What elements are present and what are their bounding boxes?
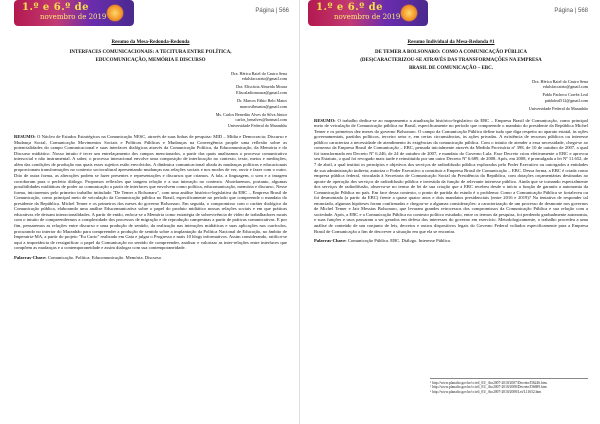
author-line: Universidade Federal do Maranhão bbox=[528, 106, 588, 112]
title-line: DE TEMER A BOLSONARO: COMO A COMUNICAÇÃO PÚBLICA bbox=[374, 49, 527, 55]
abstract-text: O trabalho dedica-se ao mapeamento a atualização histórico-legislativo da EBC – Empresa Brasil de Comunicação, como principal meio de veiculação de Comunicação pública no Brasil, especificamente no período que compreende o mandato do presidente da República Michel Temer e os primeiros dez meses do governo Bolsonaro. O campo da Comunicação Pública define tudo que diga respeito ao aparato estatal, às ações governamentais, partidos políticos, terceiro setor e, em certas circunstâncias, às ações privadas. A existência de recursos públicos ou interesse público caracteriza a necessidade de atendimento às exigências da comunicação pública. Com o intuito de atender a essa necessidade, chega-se ao consenso da Empresa Brasil de Comunicação – EBC, pensada inicialmente através da Medida Provisória nº 398, de 10 de outubro de 2007, a qual foi transformada em Decreto Nº 6.246, de 24 de outubro de 2007, e mandato do Governo Lula. Esse Decreto criou efetivamente a EBC e aprovou seu Estatuto, o qual foi revogado mais tarde e reinstituído por um outro Decreto Nº 6.689, de 2008. Após, em 2008, é promulgada a lei Nº 11.652, de 7 de abril, a qual institui os princípios e objetivos dos serviços de radiodifusão pública explorados pelo Poder Executivo ou outorgados a entidades de sua administração indireta; autoriza o Poder Executivo a constituir a Empresa Brasil de Comunicação – EBC. Dessa forma, a EBC é criada como empresa pública federal, vinculada à Secretaria de Comunicação Social da Presidência da República, com dotações orçamentárias destinadas ao aporte de operação dos serviços de radiodifusão pública e investida da função de relevante interesse público. Ainda que se tornando especialmente dos serviços de radiodifusão, observa-se no termo de lei de sua criação que a EBC recebeu desde o início a função de garantir a autonomia da Comunicação Pública no país. Em face dessa contexto, o ponto de partida do estudo é o problema: Como a Comunicação Pública se fortaleceu ou foi desmontada (a partir da EBC) frente a quase quatro anos e dois mandatos presidenciais (entre 2016 e 2019)? Na tentativa de responder tal enunciado, algumas hipóteses foram confirmadas e chegou-se a algumas considerações: a caracterização de um processo de desmonte nos governos de Michel Temer e Jair Messias Bolsonaro, que levaram grandes retrocessos dos compromissos da Comunicação Pública e sua relação com a sociedade. Após, a EBC e a Comunicação Pública no contexto político estudado, entre os termos da pesquisa, foi perdendo gradualmente autonomia, e suas funções e usos passaram a ser gerados em defesa dos interesses do governo em exercício. Metodologicamente, o trabalho procedeu a uma análise de conteúdo de um conjunto de leis, decretos e outros dispositivos legais do Governo Federal voltados especificamente para a Empresa Brasil de Comunicação a fim de descrever a situação em que ela se encontra. bbox=[314, 117, 588, 234]
paper-title bbox=[14, 49, 287, 65]
title-line: EDUCOMUNICAÇÃO, MEMÓRIA E DISCURSO bbox=[95, 57, 206, 63]
footnote-link[interactable]: ² http://www.planalto.gov.br/ccivil_03/_Ato2007-2010/2008/Decreto/D6689.htm bbox=[430, 385, 547, 390]
author-line: edulsfaccatrio@gmail.com bbox=[542, 83, 588, 89]
keywords-text: Comunicação Pública. EBC. Diálogo. Interesse Público. bbox=[347, 238, 452, 244]
keywords bbox=[314, 238, 588, 244]
footnote-link[interactable]: ³ http://www.planalto.gov.br/ccivil_03/_Ato2007-2010/2008/Lei/L11652.htm bbox=[430, 389, 542, 394]
author-line: Universidade Federal do Maranhão bbox=[227, 122, 287, 128]
paper-title bbox=[314, 49, 588, 73]
page-content bbox=[14, 40, 287, 260]
page-content bbox=[314, 40, 588, 244]
author-line: Pablo Pacheco Corrêa Leal bbox=[542, 92, 588, 98]
page-number: Página | 568 bbox=[554, 8, 588, 14]
author-line: Dra. Hérica Raiel do Castro Sena bbox=[231, 70, 287, 76]
abstract-label: RESUMO: bbox=[314, 117, 336, 123]
sun-icon bbox=[106, 4, 124, 22]
section-heading: Resumo da Mesa-Redonda-Redonda bbox=[111, 40, 190, 45]
keywords-label: Palavras-Chave: bbox=[314, 238, 347, 244]
author-line: Dra. Eliscácia Almeida Moura bbox=[236, 84, 287, 90]
title-line: (DES)CARACTERIZOU-SE ATRAVÉS DAS TRANSFORMAÇÕES NA EMPRESA bbox=[360, 57, 542, 63]
banner-title: 1.º e 6.º de bbox=[316, 2, 384, 13]
author-line: Eliscaladiomoura@gmail.com bbox=[236, 89, 287, 95]
author-line: Ms. Carlos Benedito Alves da Silva Júnior bbox=[215, 111, 287, 117]
section-heading: Resumo Individual da Mesa-Redonda #1 bbox=[407, 40, 495, 45]
banner-subtitle: novembro de 2019 bbox=[334, 13, 401, 21]
abstract bbox=[14, 134, 287, 250]
keywords bbox=[14, 255, 287, 261]
author-line: Dr. Marcos Fábio Belo Matos bbox=[237, 98, 287, 104]
banner-title: 1.º e 6.º de bbox=[22, 2, 90, 13]
banner-subtitle: novembro de 2019 bbox=[40, 13, 107, 21]
abstract bbox=[314, 118, 588, 234]
keywords-label: Palavras-Chave: bbox=[14, 254, 47, 260]
right-page bbox=[300, 0, 600, 424]
author-line: carlos_benalves@hotmail.com bbox=[235, 117, 287, 123]
author-line: edulsfaccatrio@gmail.com bbox=[241, 75, 287, 81]
abstract-text: O Núcleo de Estudos Estratégicos na Comunicação NESC, através de suas linhas de pesquisa: MID – Mídia e Democracia; Discurso e Mudança Social, Comunicação Movimentos Sociais e Políticas Públicas e Mudanças na Convergência propõe uma reflexão sobre as potencialidades do campo Comunicacional e suas interfaces dialógicas através da Comunicação Política, da Educomunicação, da Memória e do Discurso midiático. Nosso intuito é tecer um entrelaçamento dos campos mencionados, a partir das quais analisamos o processo comunicativo intersocial e não instrumental. A saber, o processo interacional envolve uma composição de interlocução no contexto, texto, meios e mediações, além das condições de produção nas quais esses sujeitos estão envolvidos. A dinâmica comunicacional aliada às mudanças políticas e educacionais proporcionam transformações no contexto sociocultural apresentando mudanças nas relações sociais e nos modos de ver, ouvir e fazer com o outro. Dito de outra forma, as alterações podem se fazer presentes e representações e discursos que criamos. A fala, a linguagem, o som e a imagem corroboram para o perfeito diálogo. Propomos reflexões que tangem relação e a sua interação no contexto. Abordaremos, portanto, algumas possibilidades midiáticas de poder ao comunicação a partir de interfaces que envolvem como política, educomunicação, memória e discurso. Nesse forma, iniciaremos pelo primeiro trabalho intitulado "De Temer a Bolsonaro", com uma análise histórico-legislativa da EBC – Empresa Brasil de Comunicação, como principal meio de veiculação da Comunicação pública no Brasil, especificamente no período que compreende o mandato do presidente da República. Michel Temer e os primeiros dos meses do governo Bolsonaro. Em seguida, o compromisso com o caráter dialógico da Comunicação pública, elaborando uma análise Educomunicativa sobre o papel do produto midiático nossas relações sociais e em que práticas educativas ele deixam interacionalidades. A partir de então, enfoca-se a Memória como estratégia de sobrevivência de vídeo de trabalhadores rurais com o intuito de compreendermos a complexidade dos processos de migração e de reprodução campesinas a partir de práticas comunicativas. E por fim, pensaremos as relações entre discurso e uma produção de sentido, da realização nas interações midiáticas e suas aplicações nos currículos, procurando no interior do Maranhão para compreender a produção de sentido sobre a implantação da Política Nacional de Educação, no âmbito de Imperatriz-MA, a partir do projeto "Eu Curto" realizado em Gaia e julgar o Progresso e mais 10 blogs informativos. Assim considerando, ratifica-se aqui a importância de ressignificar o papel da Comunicação no sentido de compreender, analisar e valorizar as inter-relações entre interfaces que compõem as mudanças e a contemporaneidade e assim dialogar com sua contemporaneidade. bbox=[14, 134, 287, 251]
banner-image bbox=[308, 0, 428, 26]
sun-icon bbox=[400, 4, 418, 22]
author-line: pabloleal512@gmail.com bbox=[544, 97, 588, 103]
title-line: BRASIL DE COMUNICAÇÃO – EBC. bbox=[408, 65, 494, 71]
author-line: Dra. Hérica Raiel do Castro Sena bbox=[532, 78, 588, 84]
abstract-label: RESUMO: bbox=[14, 134, 36, 140]
author-line: marcosfbmatos@gmail.com bbox=[239, 103, 287, 109]
author-block bbox=[314, 79, 588, 112]
banner-image bbox=[14, 0, 134, 26]
author-block bbox=[14, 71, 287, 129]
footnotes bbox=[430, 378, 588, 394]
keywords-text: Comunicação. Política. Educomunicação. Memória. Discurso. bbox=[47, 254, 163, 260]
title-line: INTERFACES COMUNICACIONAIS: A TECITURA ENTRE POLÍTICA, bbox=[69, 49, 232, 55]
page-number: Página | 566 bbox=[255, 8, 289, 14]
footnote-link[interactable]: ¹ http://www.planalto.gov.br/ccivil_03/_Ato2007-2010/2007/Decreto/D6246.htm. bbox=[430, 381, 548, 385]
